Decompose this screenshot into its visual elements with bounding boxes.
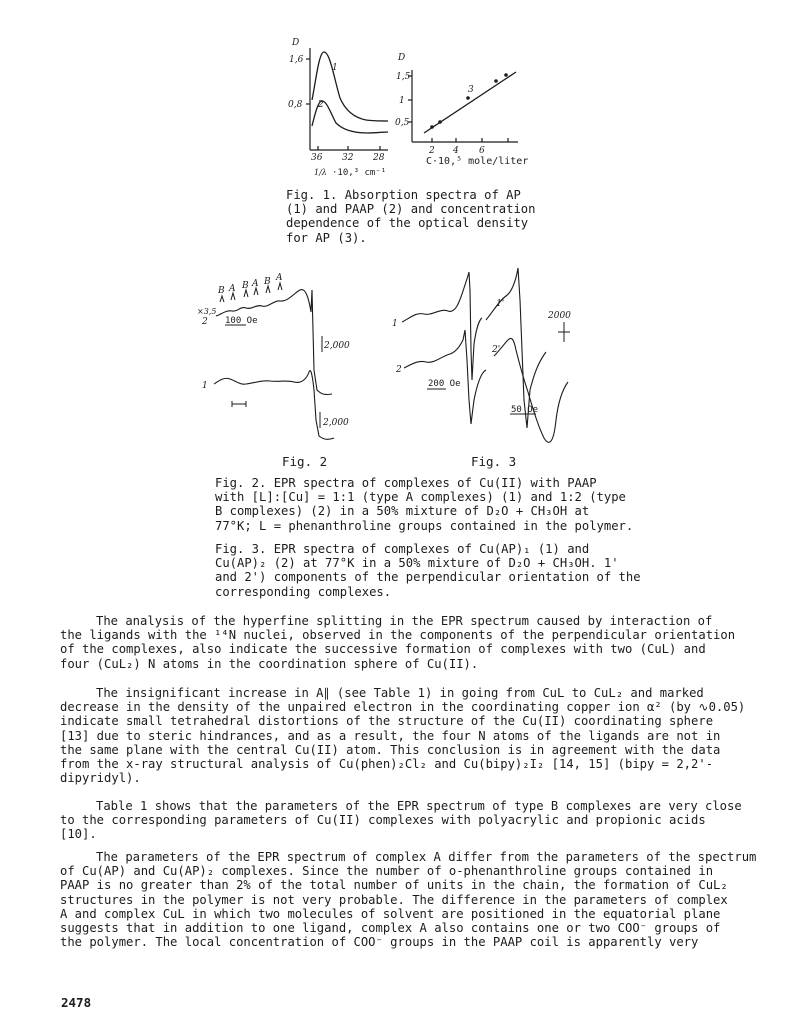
fig3-scale-label-2: 50 Oe: [511, 405, 539, 415]
fig3-trace-1: [402, 272, 482, 380]
fig3-g-marker: [558, 322, 570, 342]
fig3-trace-2-label: 2: [396, 365, 402, 375]
fig1-curve-3-label: 3: [468, 85, 474, 95]
fig1-curve-1: [312, 52, 388, 121]
fig1-right-ytick-2: 1: [399, 96, 405, 106]
fig1-right-xtick-1: 2: [429, 146, 435, 156]
fig1-curve-1-label: 1: [332, 63, 338, 73]
fig2-trace-1-label: 1: [202, 381, 208, 391]
fig3-label: Fig. 3: [471, 454, 517, 469]
fig2-scale-bar-lower: [232, 401, 246, 407]
fig2-marker-1: B: [218, 286, 225, 296]
fig1-left-ylabel: D: [292, 38, 300, 48]
fig2-trace-2: [216, 290, 332, 395]
fig1-left-xtick-3: 28: [373, 153, 385, 163]
body-paragraph-1: The analysis of the hyperfine splitting in the EPR spectrum caused by interaction of the ligands with the ¹⁴N nuclei, observed in the components of the perpendicular orientation of the complexes, also indicate the successive formation of complexes with two (CuL) and four (CuL₂) N atoms in the coordination sphere of Cu(II).: [60, 614, 736, 671]
fig2-graphic: [195, 268, 370, 448]
fig3-trace-1p-label: 1': [496, 299, 505, 309]
fig2-g-label-lower: 2,000: [323, 418, 349, 428]
fig2-scale-label: 100 Oe: [225, 316, 258, 326]
fig2-marker-5: B: [264, 277, 271, 287]
fig1-left-xtick-2: 32: [342, 153, 354, 163]
fig1-caption: Fig. 1. Absorption spectra of AP (1) and PAAP (2) and concentration dependence of the optical density for AP (3).: [286, 188, 536, 245]
fig1-fit-line-3: [424, 72, 516, 133]
fig3-g-label: 2000: [548, 311, 571, 321]
fig3-trace-1-label: 1: [392, 319, 398, 329]
page-number: 2478: [61, 995, 92, 1010]
fig2-trace-2-label: 2: [202, 317, 208, 327]
body-paragraph-4: The parameters of the EPR spectrum of complex A differ from the parameters of the spectrum of Cu(AP) and Cu(AP)₂ complexes. Since the number of o-phenanthroline groups contained in PAAP is no greater than 2% of the total number of units in the chain, the formation of CuL₂ structures in the polymer is not very probable. The difference in the parameters of complex A and complex CuL in which two molecules of solvent are positioned in the equatorial plane suggests that in addition to one ligand, complex A also contains one or two COO⁻ groups of the polymer. The local concentration of COO⁻ groups in the PAAP coil is apparently very: [60, 850, 757, 950]
fig2-g-label-upper: 2,000: [324, 341, 350, 351]
fig1-left-xlabel-fraction: 1/λ: [314, 168, 327, 177]
fig1-right-ytick-3: 0,5: [395, 118, 410, 128]
fig1-left-ytick-1: 1,6: [289, 55, 304, 65]
fig2-marker-4: A: [252, 279, 259, 289]
fig1-graphic: [280, 30, 540, 185]
fig1-right-xtick-2: 4: [453, 146, 459, 156]
fig3-scale-label-1: 200 Oe: [428, 379, 461, 389]
fig1-left-ytick-2: 0,8: [288, 100, 303, 110]
fig1-right-ylabel: D: [398, 53, 406, 63]
fig3-trace-2p-label: 2': [492, 345, 501, 355]
fig1-right-xlabel: C·10,⁵ mole/liter: [426, 156, 529, 167]
fig1-right-ytick-1: 1,5: [396, 72, 411, 82]
fig2-marker-2: A: [229, 284, 236, 294]
fig2-caption: Fig. 2. EPR spectra of complexes of Cu(II) with PAAP with [L]:[Cu] = 1:1 (type A complexes) (1) and 1:2 (type B complexes) (2) in a 50% mixture of D₂O + CH₃OH at 77°K; L = phenanthroline groups contained in the polymer.: [215, 476, 634, 533]
fig1-right-axes: [408, 70, 518, 142]
fig2-gain-label: ×3,5: [197, 307, 217, 316]
fig2-label: Fig. 2: [282, 454, 328, 469]
body-paragraph-2: The insignificant increase in A∥ (see Table 1) in going from CuL to CuL₂ and marked decrease in the density of the unpaired electron in the coordinating copper ion α² (by ∿0.05) indicate small tetrahedral distortions of the structure of the Cu(II) coordinating sphere [13] due to steric hindrances, and as a result, the four N atoms of the ligands are not in the same plane with the central Cu(II) atom. This conclusion is in agreement with the data from the x-ray structural analysis of Cu(phen)₂Cl₂ and Cu(bipy)₂I₂ [14, 15] (bipy = 2,2'- dipyridyl).: [60, 686, 746, 786]
fig2-marker-6: A: [276, 273, 283, 283]
fig3-graphic: [390, 262, 590, 448]
body-paragraph-3: Table 1 shows that the parameters of the EPR spectrum of type B complexes are very close to the corresponding parameters of Cu(II) complexes with polyacrylic and propionic acids [10].: [60, 799, 742, 842]
fig1-left-xlabel: ·10,³ cm⁻¹: [332, 168, 387, 178]
fig3-caption: Fig. 3. EPR spectra of complexes of Cu(AP)₁ (1) and Cu(AP)₂ (2) at 77°K in a 50% mixture of D₂O + CH₃OH. 1' and 2') components of the perpendicular orientation of the corresponding complexes.: [215, 542, 641, 599]
fig3-trace-2p: [494, 338, 568, 442]
fig2-marker-3: B: [242, 281, 249, 291]
fig1-right-xtick-3: 6: [479, 146, 485, 156]
fig1-left-xtick-1: 36: [311, 153, 323, 163]
fig1-curve-2-label: 2: [318, 100, 324, 110]
